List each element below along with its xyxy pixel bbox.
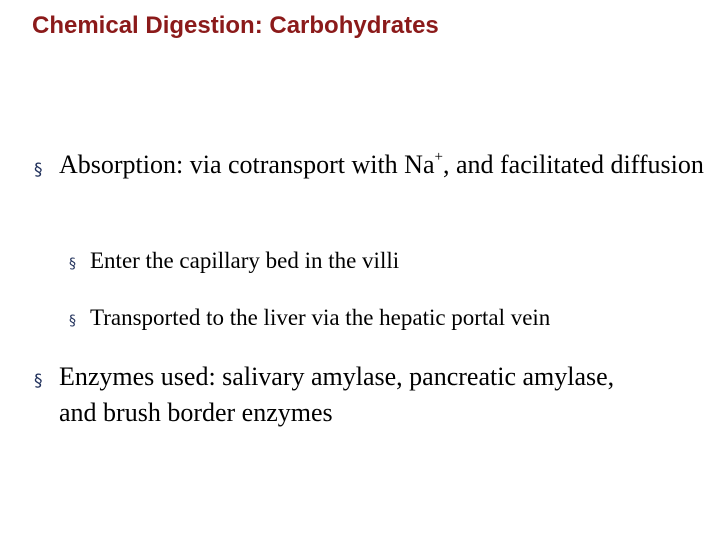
sub-bullet-capillary-text: Enter the capillary bed in the villi bbox=[90, 248, 400, 273]
sub-bullet-marker-icon: § bbox=[69, 256, 76, 272]
bullet-enzymes-text: Enzymes used: salivary amylase, pancreatic amylase, and brush border enzymes bbox=[59, 362, 615, 427]
bullet-absorption-text-end: , and facilitated diffusion bbox=[442, 150, 704, 179]
slide-title: Chemical Digestion: Carbohydrates bbox=[32, 12, 439, 39]
sub-bullet-marker-icon: § bbox=[69, 313, 76, 329]
sub-bullet-liver-text: Transported to the liver via the hepatic portal vein bbox=[90, 305, 551, 330]
bullet-absorption-text-start: Absorption: via cotransport with Na bbox=[59, 150, 435, 179]
bullet-marker-icon: § bbox=[34, 371, 43, 391]
sodium-charge-superscript: + bbox=[434, 149, 443, 166]
bullet-marker-icon: § bbox=[34, 160, 43, 180]
bullet-absorption-text bbox=[59, 147, 709, 183]
